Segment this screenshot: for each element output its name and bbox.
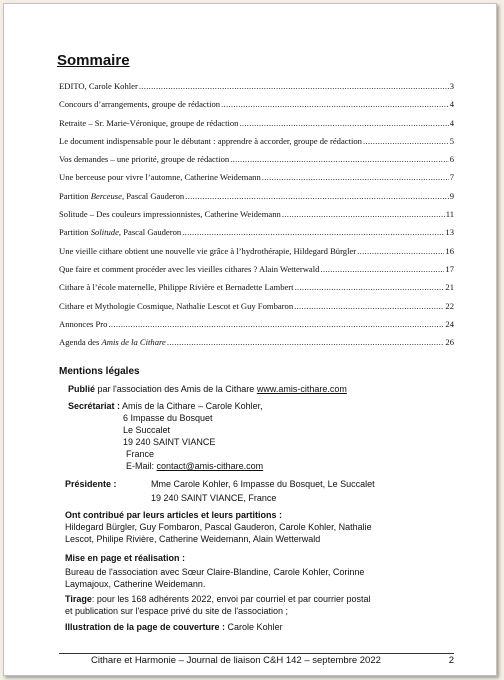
toc-leader-dots xyxy=(185,191,448,201)
toc-leader-dots xyxy=(282,209,445,219)
toc-entry[interactable] xyxy=(59,319,454,337)
toc-page-number: 16 xyxy=(445,245,454,256)
toc-label-post: , Pascal Gauderon xyxy=(118,227,182,238)
toc-entry-label: Cithare et Mythologie Cosmique, Nathalie Lescot et Guy Fombaron xyxy=(59,300,294,311)
toc-label-italic: Solitude xyxy=(90,227,119,238)
toc-leader-dots xyxy=(139,81,449,91)
mentions-title: Mentions légales xyxy=(59,366,140,377)
toc-label-pre: Partition xyxy=(59,190,91,201)
illustration-label: Illustration de la page de couverture : xyxy=(65,622,226,632)
toc-leader-dots xyxy=(262,172,449,182)
toc-entry[interactable] xyxy=(59,264,454,282)
toc-entry[interactable] xyxy=(59,227,454,245)
toc-entry[interactable] xyxy=(59,136,454,154)
mise-line2: Laymajoux, Catherine Weidemann. xyxy=(65,579,206,589)
secretariat-label: Secrétariat : xyxy=(68,401,121,411)
toc-entry[interactable] xyxy=(59,209,454,227)
email-label: E-Mail: xyxy=(126,461,157,471)
email-link[interactable]: contact@amis-cithare.com xyxy=(156,461,264,471)
publie-line xyxy=(68,384,347,394)
toc-page-number: 4 xyxy=(449,117,454,128)
tirage-line2: et publication sur l'espace privé du site de l'association ; xyxy=(65,606,289,616)
toc-page-number: 5 xyxy=(449,135,454,146)
toc-entry[interactable] xyxy=(59,154,454,172)
toc-page-number: 9 xyxy=(449,190,454,201)
secretariat-addr1: 6 Impasse du Bosquet xyxy=(123,413,213,423)
toc-entry-label: Que faire et comment procéder avec les vieilles cithares ? Alain Wetterwald xyxy=(59,263,320,274)
toc-page-number: 6 xyxy=(449,154,454,165)
toc-leader-dots xyxy=(108,319,444,329)
toc-entry-label xyxy=(59,227,181,237)
toc-page-number: 26 xyxy=(445,337,454,348)
toc-leader-dots xyxy=(221,99,449,109)
mise-line1: Bureau de l'association avec Sœur Claire-Blandine, Carole Kohler, Corinne xyxy=(65,567,365,577)
website-link[interactable]: www.amis-cithare.com xyxy=(256,384,347,394)
presidente-line2: 19 240 SAINT VIANCE, France xyxy=(151,493,277,503)
toc-leader-dots xyxy=(357,246,444,256)
contrib-line2: Lescot, Philipe Rivière, Catherine Weidemann, Alain Wetterwald xyxy=(65,534,321,544)
toc-leader-dots xyxy=(230,154,448,164)
toc-entry-label: EDITO, Carole Kohler xyxy=(59,81,138,91)
toc-entry-label: Une vieille cithare obtient une nouvelle vie grâce à l’hydrothérapie, Hildegard Bürgler xyxy=(59,245,357,256)
toc-entry-label: Vos demandes – une priorité, groupe de rédaction xyxy=(59,154,230,165)
table-of-contents xyxy=(59,81,454,355)
toc-leader-dots xyxy=(294,301,444,311)
toc-entry-label: Cithare à l’école maternelle, Philippe Rivière et Bernadette Lambert xyxy=(59,282,294,293)
toc-page-number: 11 xyxy=(445,209,454,220)
presidente-label: Présidente : xyxy=(65,479,117,489)
toc-leader-dots xyxy=(295,282,445,292)
secretariat-name: Amis de la Cithare – Carole Kohler, xyxy=(120,401,263,411)
toc-page-number: 13 xyxy=(445,227,454,238)
toc-entry[interactable] xyxy=(59,118,454,136)
toc-entry[interactable] xyxy=(59,99,454,117)
toc-entry-label: Solitude – Des couleurs impressionnistes, Catherine Weidemann xyxy=(59,209,281,220)
toc-entry-label: Concours d’arrangements, groupe de rédaction xyxy=(59,99,221,110)
toc-entry-label: Une berceuse pour vivre l’automne, Catherine Weidemann xyxy=(59,172,261,183)
toc-leader-dots xyxy=(167,337,445,347)
contrib-title: Ont contribué par leurs articles et leurs partitions : xyxy=(65,510,283,520)
publie-text: par l'association des Amis de la Cithare xyxy=(95,384,257,394)
toc-label-pre: Agenda des xyxy=(59,337,102,348)
toc-label-pre: Partition xyxy=(59,227,91,238)
secretariat-email-line xyxy=(126,461,263,471)
toc-label-post: , Pascal Gauderon xyxy=(121,190,185,201)
toc-label-italic: Amis de la Cithare xyxy=(101,337,166,348)
toc-entry-label xyxy=(59,337,166,347)
toc-entry[interactable] xyxy=(59,282,454,300)
toc-label-italic: Berceuse xyxy=(90,190,122,201)
tirage-text: : pour les 168 adhérents 2022, envoi par courriel et par courrier postal xyxy=(91,594,371,604)
document-page xyxy=(3,3,497,676)
toc-entry[interactable] xyxy=(59,246,454,264)
footer-rule xyxy=(59,653,454,654)
page-number: 2 xyxy=(448,655,454,666)
secretariat-line xyxy=(68,401,263,411)
toc-entry-label: Retraite – Sr. Marie-Véronique, groupe de rédaction xyxy=(59,117,239,128)
toc-page-number: 21 xyxy=(445,282,454,293)
secretariat-addr2: Le Succalet xyxy=(123,425,171,435)
toc-page-number: 7 xyxy=(449,172,454,183)
page-title: Sommaire xyxy=(57,52,130,69)
toc-page-number: 22 xyxy=(445,300,454,311)
illustration-text: Carole Kohler xyxy=(225,622,283,632)
contrib-line1: Hildegard Bürgler, Guy Fombaron, Pascal Gauderon, Carole Kohler, Nathalie xyxy=(65,522,372,532)
toc-entry[interactable] xyxy=(59,81,454,99)
toc-entry[interactable] xyxy=(59,301,454,319)
secretariat-addr4: France xyxy=(126,449,155,459)
secretariat-addr3: 19 240 SAINT VIANCE xyxy=(123,437,216,447)
page-footer xyxy=(59,655,454,666)
toc-leader-dots xyxy=(182,227,444,237)
tirage-label: Tirage xyxy=(65,594,92,604)
illustration-line xyxy=(65,622,283,632)
toc-entry-label xyxy=(59,191,184,201)
toc-entry[interactable] xyxy=(59,191,454,209)
toc-leader-dots xyxy=(320,264,444,274)
toc-entry[interactable] xyxy=(59,172,454,190)
toc-leader-dots xyxy=(239,118,448,128)
toc-entry[interactable] xyxy=(59,337,454,355)
tirage-line1 xyxy=(65,594,371,604)
toc-entry-label: Le document indispensable pour le débutant : apprendre à accorder, groupe de rédaction xyxy=(59,135,362,146)
toc-page-number: 17 xyxy=(445,263,454,274)
publie-label: Publié xyxy=(68,384,96,394)
footer-text: Cithare et Harmonie – Journal de liaison C&H 142 – septembre 2022 xyxy=(91,655,381,666)
toc-page-number: 3 xyxy=(449,81,454,91)
toc-page-number: 24 xyxy=(445,318,454,329)
mise-title: Mise en page et réalisation : xyxy=(65,553,186,563)
toc-page-number: 4 xyxy=(449,99,454,110)
toc-entry-label: Annonces Pro xyxy=(59,318,108,329)
toc-leader-dots xyxy=(363,136,449,146)
presidente-line1: Mme Carole Kohler, 6 Impasse du Bosquet, Le Succalet xyxy=(151,479,375,489)
